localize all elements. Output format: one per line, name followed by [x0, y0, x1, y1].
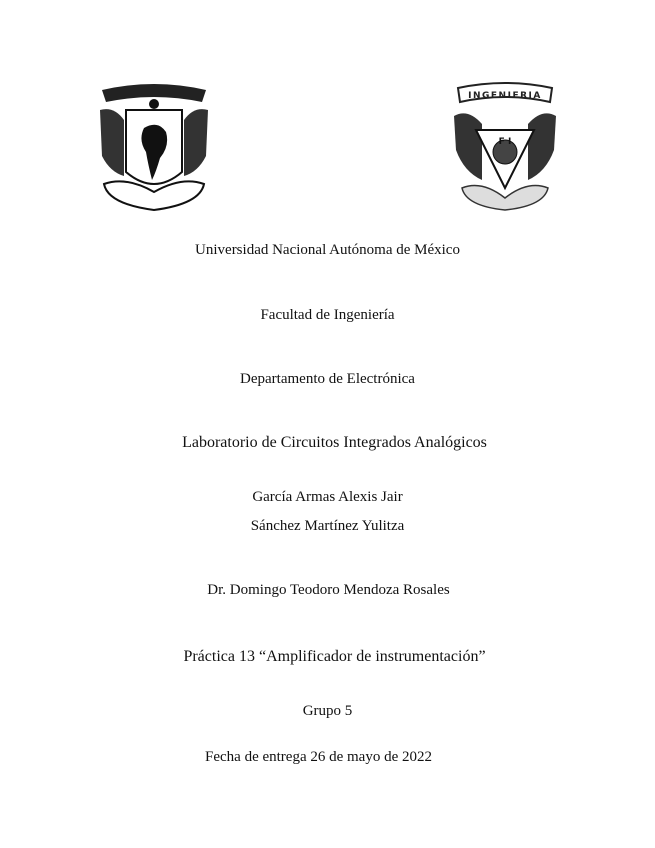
unam-shield-logo — [96, 80, 212, 212]
svg-text:INGENIERIA: INGENIERIA — [468, 91, 542, 101]
course-name: Laboratorio de Circuitos Integrados Analógicos — [182, 434, 487, 451]
faculty-name: Facultad de Ingeniería — [260, 307, 395, 323]
fi-ingenieria-shield-logo — [452, 80, 558, 212]
department-name: Departamento de Electrónica — [240, 371, 415, 387]
author-1: García Armas Alexis Jair — [252, 489, 403, 505]
university-name: Universidad Nacional Autónoma de México — [195, 242, 460, 258]
author-2: Sánchez Martínez Yulitza — [250, 518, 405, 534]
due-date: Fecha de entrega 26 de mayo de 2022 — [205, 749, 432, 765]
practice-title: Práctica 13 “Amplificador de instrumentación” — [183, 648, 486, 665]
svg-text:F I: F I — [498, 137, 512, 147]
group-number: Grupo 5 — [302, 703, 353, 719]
professor-name: Dr. Domingo Teodoro Mendoza Rosales — [207, 582, 450, 598]
